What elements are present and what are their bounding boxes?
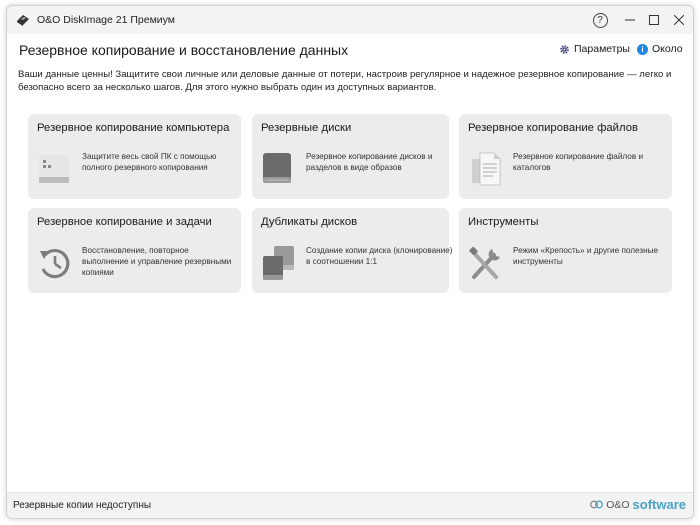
tile-description: Создание копии диска (клонирование) в соотношении 1:1 xyxy=(306,246,453,266)
minimize-icon xyxy=(625,15,635,25)
tile-description: Резервное копирование файлов и каталогов xyxy=(513,152,644,172)
page-title: Резервное копирование и восстановление данных xyxy=(19,42,349,58)
tile-title: Резервное копирование компьютера xyxy=(37,122,230,134)
tile-disk-clone[interactable] xyxy=(252,208,453,293)
oo-logo-icon xyxy=(590,499,603,510)
about-link[interactable] xyxy=(637,43,683,55)
tile-computer-backup[interactable] xyxy=(28,114,241,199)
tile-description: Защитите весь свой ПК с помощью полного резервного копирования xyxy=(82,152,217,172)
tile-title: Резервное копирование файлов xyxy=(468,122,638,134)
tile-title: Резервное копирование и задачи xyxy=(37,216,212,228)
tile-disk-backup[interactable] xyxy=(252,114,449,199)
info-icon: i xyxy=(637,44,648,55)
tile-description: Резервное копирование дисков и разделов в виде образов xyxy=(306,152,433,172)
tile-title: Дубликаты дисков xyxy=(261,216,358,228)
help-icon: ? xyxy=(593,13,608,28)
restore-history-icon xyxy=(37,243,73,283)
intro-text: Ваши данные ценны! Защитите свои личные или деловые данные от потери, настроив регулярное и надежное резервное копирование — легко и безопасно всего за несколько шагов. Для этого нужно выбрать один из доступных вариантов. xyxy=(18,69,672,93)
status-bar xyxy=(7,492,693,518)
maximize-icon xyxy=(649,15,659,25)
computer-backup-icon xyxy=(37,149,73,189)
close-button[interactable] xyxy=(665,6,693,34)
maximize-button[interactable] xyxy=(640,6,668,34)
clone-disks-icon xyxy=(261,243,297,283)
close-icon xyxy=(674,15,684,25)
status-text: Резервные копии недоступны xyxy=(13,500,152,511)
tile-backups-and-jobs[interactable] xyxy=(28,208,241,293)
gear-icon xyxy=(559,44,570,55)
settings-link[interactable] xyxy=(559,43,630,55)
tile-title: Инструменты xyxy=(468,216,539,228)
app-logo-icon xyxy=(16,13,30,27)
brand-logo xyxy=(590,497,686,512)
disk-icon xyxy=(261,149,297,189)
about-label: Около xyxy=(652,43,683,55)
tools-icon xyxy=(468,243,504,283)
tile-tools[interactable] xyxy=(459,208,672,293)
brand-prefix: O&O xyxy=(606,498,630,511)
window-title: O&O DiskImage 21 Премиум xyxy=(37,14,176,26)
tile-file-backup[interactable] xyxy=(459,114,672,199)
tile-description: Восстановление, повторное выполнение и управление резервными копиями xyxy=(82,246,232,277)
brand-name: software xyxy=(632,497,686,512)
title-bar[interactable] xyxy=(7,6,693,34)
files-icon xyxy=(468,149,504,189)
settings-label: Параметры xyxy=(574,43,630,55)
tile-title: Резервные диски xyxy=(261,122,352,134)
app-window xyxy=(6,5,694,519)
tile-description: Режим «Крепость» и другие полезные инструменты xyxy=(513,246,659,266)
help-button[interactable] xyxy=(586,6,614,34)
